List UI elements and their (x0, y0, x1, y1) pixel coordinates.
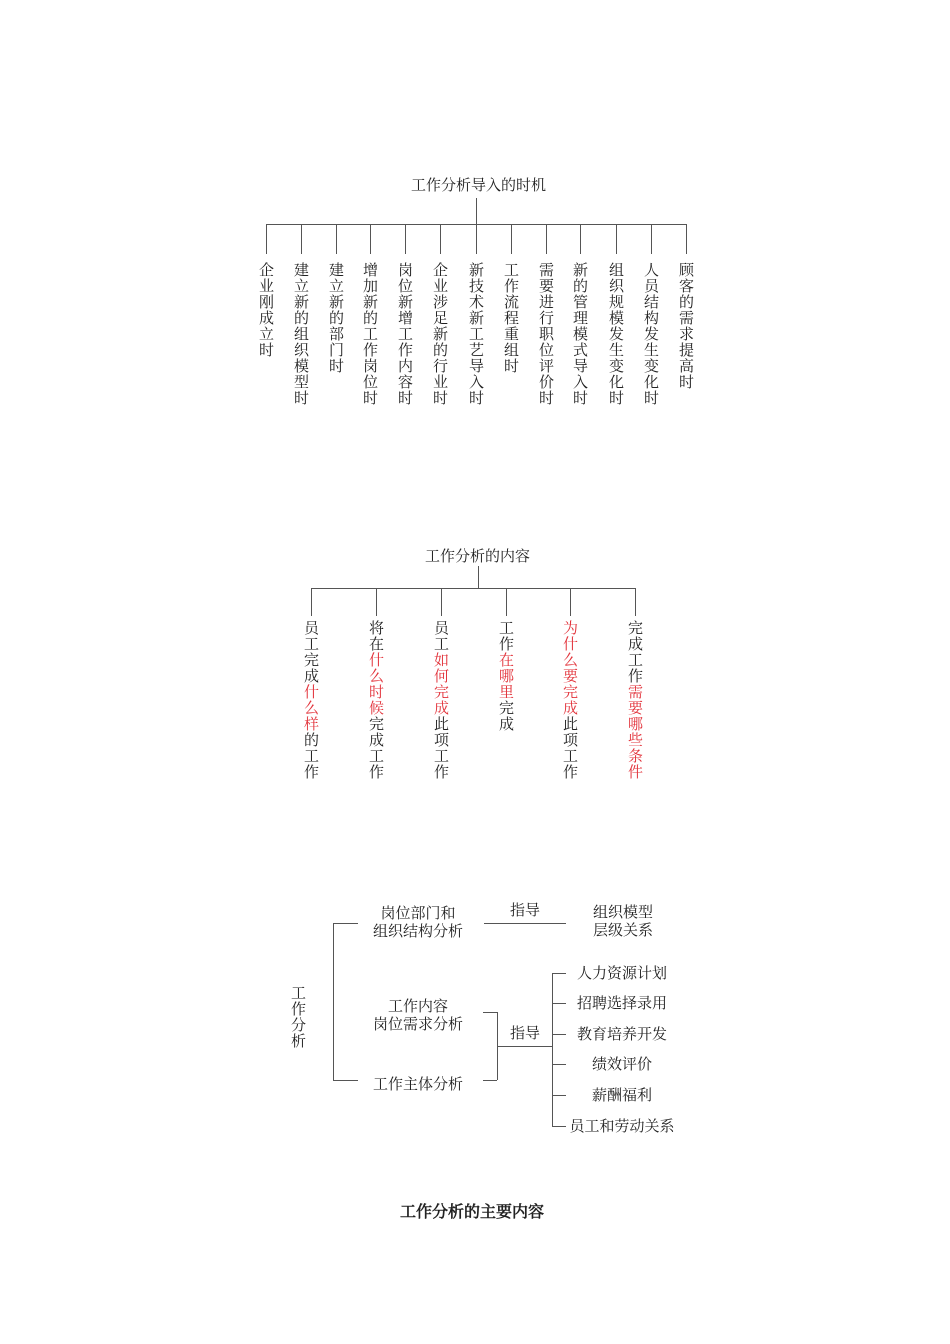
tree3-target-tick (552, 1126, 566, 1127)
tree2-item-text: 此项工作 (432, 716, 450, 780)
tree1-branch-line (580, 224, 581, 254)
tree1-branch-line (336, 224, 337, 254)
tree3-node2 (358, 997, 478, 1033)
tree3-node1-line1: 岗位部门和 (380, 904, 456, 922)
tree3-target-tick (552, 1095, 566, 1096)
tree2-item (498, 620, 514, 732)
caption: 工作分析的主要内容 (400, 1202, 545, 1221)
tree3-right-bracket (552, 973, 553, 1127)
tree1-branch-line (266, 224, 267, 254)
tree3-node1 (358, 904, 478, 940)
tree3-target-item: 薪酬福利 (591, 1086, 652, 1104)
tree3-main-bracket (333, 923, 334, 1080)
tree2-item (433, 620, 449, 780)
tree1-item: 顾客的需求提高时 (677, 262, 695, 390)
tree2-stem (478, 566, 479, 588)
tree1-title: 工作分析导入的时机 (411, 176, 547, 194)
tree3-target-tick (552, 1064, 566, 1065)
tree2-branch-line (635, 588, 636, 616)
tree1-branch-line (686, 224, 687, 254)
tree1-item: 工作流程重组时 (502, 262, 520, 374)
tree3-target-tick (552, 1034, 566, 1035)
tree2-item (368, 620, 384, 780)
tree1-item: 增加新的工作岗位时 (361, 262, 379, 406)
tree1-item: 新技术新工艺导入时 (467, 262, 485, 406)
tree2-item (627, 620, 643, 780)
tree1-branch-line (405, 224, 406, 254)
tree3-node2-line2: 岗位需求分析 (372, 1015, 463, 1033)
tree1-item: 建立新的部门时 (327, 262, 345, 374)
tree1-stem (476, 198, 477, 224)
tree2-item-highlight: 什么时候 (367, 652, 385, 716)
tree3-node2-line1: 工作内容 (387, 997, 448, 1015)
tree3-guide2-label: 指导 (510, 1024, 541, 1042)
tree3-guide1-line (484, 923, 566, 924)
tree3-target-tick (552, 973, 566, 974)
tree3-target-item: 招聘选择录用 (576, 994, 667, 1012)
tree1-branch-line (301, 224, 302, 254)
tree3-node1-line2: 组织结构分析 (372, 922, 463, 940)
tree2-item-highlight: 如何完成 (432, 652, 450, 716)
tree2-item-highlight: 为什么要完成 (561, 620, 579, 716)
tree3-target1 (575, 903, 671, 939)
tree1-item: 企业涉足新的行业时 (431, 262, 449, 406)
tree2-item-text: 此项工作 (561, 716, 579, 780)
tree3-node2-tick (483, 1012, 497, 1013)
tree2-item-text: 完成工作 (367, 716, 385, 780)
tree2-branch-line (570, 588, 571, 616)
tree1-item: 组织规模发生变化时 (607, 262, 625, 406)
tree3-node3-tick (483, 1080, 497, 1081)
tree2-branch-line (311, 588, 312, 616)
tree1-branch-line (511, 224, 512, 254)
tree1-item: 企业刚成立时 (257, 262, 275, 358)
tree1-branch-line (651, 224, 652, 254)
tree2-branch-line (506, 588, 507, 616)
tree2-item-text: 完成工作 (626, 620, 644, 684)
tree2-branch-line (441, 588, 442, 616)
tree1-branch-line (370, 224, 371, 254)
tree2-branch-line (376, 588, 377, 616)
tree1-branch-line (476, 224, 477, 254)
tree3-target-item: 人力资源计划 (576, 964, 667, 982)
tree3-target-item: 绩效评价 (591, 1055, 652, 1073)
tree2-item-highlight: 在哪里 (497, 652, 515, 700)
tree2-item-highlight: 需要哪些条件 (626, 684, 644, 780)
tree1-item: 岗位新增工作内容时 (396, 262, 414, 406)
tree2-item-text: 的工作 (302, 732, 320, 780)
tree3-target-item: 教育培养开发 (576, 1025, 667, 1043)
tree2-item-text: 工作 (497, 620, 515, 652)
tree1-item: 建立新的组织模型时 (292, 262, 310, 406)
tree2-item-text: 将在 (367, 620, 385, 652)
tree2-item (303, 620, 319, 780)
tree3-target-tick (552, 1003, 566, 1004)
tree3-root: 工作分析 (289, 985, 307, 1049)
tree2-item-text: 员工 (432, 620, 450, 652)
tree1-item: 人员结构发生变化时 (642, 262, 660, 406)
tree3-guide2-line (497, 1046, 552, 1047)
tree1-branch-line (440, 224, 441, 254)
tree2-item-highlight: 什么样 (302, 684, 320, 732)
tree3-bracket-bottom (333, 1080, 358, 1081)
tree3-bracket-top (333, 923, 358, 924)
tree1-item: 需要进行职位评价时 (537, 262, 555, 406)
tree2-item-text: 完成 (497, 700, 515, 732)
tree2-bar (311, 588, 635, 589)
tree3-target1-line2: 层级关系 (592, 921, 653, 939)
tree2-item (562, 620, 578, 780)
tree3-target1-line1: 组织模型 (592, 903, 653, 921)
tree1-branch-line (616, 224, 617, 254)
tree3-node3: 工作主体分析 (372, 1075, 463, 1093)
tree3-guide1-label: 指导 (510, 901, 541, 919)
tree3-target-item: 员工和劳动关系 (569, 1117, 675, 1135)
tree2-title: 工作分析的内容 (425, 547, 531, 565)
tree2-item-text: 员工完成 (302, 620, 320, 684)
tree1-item: 新的管理模式导入时 (571, 262, 589, 406)
tree1-branch-line (546, 224, 547, 254)
